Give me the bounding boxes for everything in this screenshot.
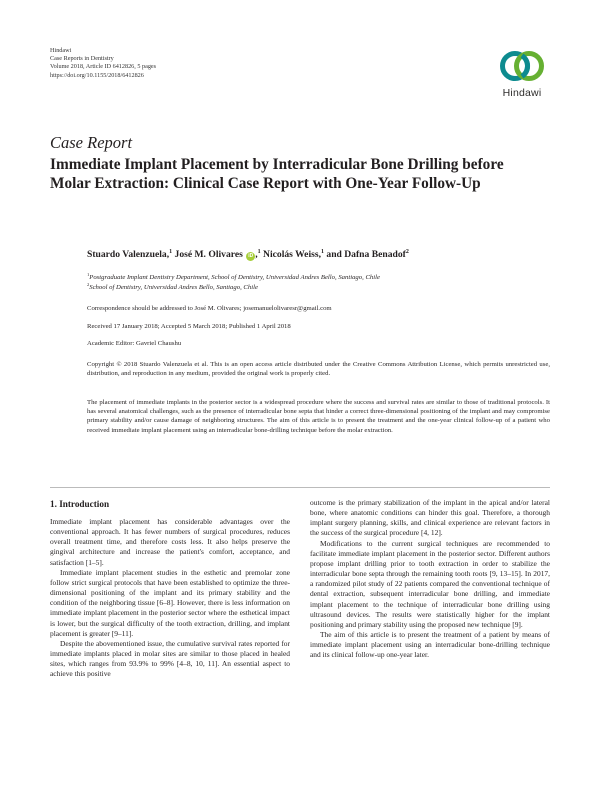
logo-wordmark: Hindawi — [502, 87, 542, 99]
volume-info: Volume 2018, Article ID 6412826, 5 pages — [50, 63, 157, 71]
author-affil-mark: 1 — [169, 249, 173, 255]
copyright-notice: Copyright © 2018 Stuardo Valenzuela et al. This is an open access article distributed under the Creative Commons Attribution License, which permits unrestricted use, distribution, and reproduction in any medium, provided the original work is properly cited. — [87, 361, 550, 378]
author-name[interactable]: Nicolás Weiss, — [263, 249, 321, 260]
body-column-left — [50, 498, 290, 680]
author-list: Stuardo Valenzuela,$^1$ José M. Olivares iD ,$^1$ Nicolás Weiss,$^1$ and Dafna Benadof$^2$ — [87, 249, 409, 260]
section-heading: 1. Introduction — [50, 499, 110, 509]
abstract: The placement of immediate implants in the posterior sector is a widespread procedure where the success and survival rates are similar to those of traditional protocols. It has several anatomical challenges, such as the presence of interradicular bone septa that hinder a correct three-dimensional positioning of the implant and may compromise primary stability and/or cause damage of neighboring structures. The aim of this article is to present the treatment and the one-year clinical follow-up of a patient who received immediate implant placement using an interradicular bone-drilling technique before the molar extraction. — [87, 399, 550, 434]
author-affil-mark: 2 — [405, 249, 409, 255]
author-name[interactable]: José M. Olivares — [174, 249, 243, 260]
body-paragraph: Despite the abovementioned issue, the cumulative survival rates reported for immediate implants placed in molar sites are similar to those placed in healed sites, which ranges from 93.9% to 99% [4–8, 10, 11]. An essential aspect to achieve this positive — [50, 638, 290, 679]
publication-dates: Received 17 January 2018; Accepted 5 March 2018; Published 1 April 2018 — [87, 323, 291, 330]
body-paragraph: outcome is the primary stabilization of the implant in the apical and/or lateral bone, where anatomic conditions can hinder this goal. Therefore, a thorough implant surgery planning, skills, and clinical experience are relevant factors in the success of the surgical procedure [4, 12]. — [310, 498, 550, 538]
article-type: Case Report — [50, 133, 133, 152]
author-affil-mark: 1 — [257, 249, 261, 255]
journal-meta — [50, 47, 156, 80]
author-affil-mark: 1 — [320, 249, 324, 255]
publisher-name: Hindawi — [50, 47, 72, 54]
correspondence: Correspondence should be addressed to José M. Olivares; josemanuelolivaresr@gmail.com — [87, 305, 332, 312]
affiliation-1: $^1$Postgraduate Implant Dentistry Department, School of Dentistry, Universidad Andres Bello, Santiago, Chile — [87, 272, 380, 281]
body-column-right — [310, 498, 550, 661]
academic-editor: Academic Editor: Gavriel Chaushu — [87, 340, 182, 347]
author-name[interactable]: Stuardo Valenzuela, — [87, 249, 170, 260]
affiliation-2: $^2$School of Dentistry, Universidad Andres Bello, Santiago, Chile — [87, 282, 258, 291]
doi-link[interactable]: https://doi.org/10.1155/2018/6412826 — [50, 71, 144, 79]
orcid-icon[interactable]: iD — [248, 253, 254, 259]
body-paragraph: Immediate implant placement has considerable advantages over the conventional approach. It has fewer numbers of surgical procedures, reduces overall treatment time, and therefore costs less. It also helps preserve the gingival architecture and increase the patient's comfort, acceptance, and satisfaction [1–5]. — [50, 517, 290, 567]
hindawi-rings-icon — [494, 46, 550, 86]
section-divider — [50, 487, 550, 488]
journal-name: Case Reports in Dentistry — [50, 55, 114, 63]
body-paragraph: The aim of this article is to present the treatment of a patient by means of immediate implant placement using an interradicular bone-drilling technique and its clinical follow-up one-year later. — [310, 630, 550, 660]
author-name[interactable]: and Dafna Benadof — [326, 249, 406, 260]
hindawi-logo — [494, 46, 550, 104]
body-paragraph: Modifications to the current surgical techniques are recommended to facilitate immediate implant placement in the posterior sector. Different authors propose implant drilling prior to tooth extraction in order to stabilize the interradicular bone septa through the remaining tooth roots [9, 13–15]. In 2017, a randomized pilot study of 22 patients compared the conventional technique of dental extraction, subsequent interradicular bone drilling, and immediate implant placement to the technique of interradicular bone drilling using ultrasound devices. The results were statistically higher for the implant positioning and primary stability using the proposed new technique [9]. — [310, 538, 550, 629]
article-title: Immediate Implant Placement by Interradicular Bone Drilling before Molar Extraction: Clinical Case Report with One-Year Follow-Up — [50, 156, 504, 193]
body-paragraph: Immediate implant placement studies in the esthetic and premolar zone follow strict surgical protocols that have been established to optimize the three-dimensional positioning of the implant and its primary stability and the condition of the neighboring tissue [6–8]. However, there is less information on immediate implant placement in the posterior sector where the esthetical impact is lower, but the surgical difficulty of the tooth extraction, drilling, and implant placement is greater [9–11]. — [50, 567, 290, 638]
